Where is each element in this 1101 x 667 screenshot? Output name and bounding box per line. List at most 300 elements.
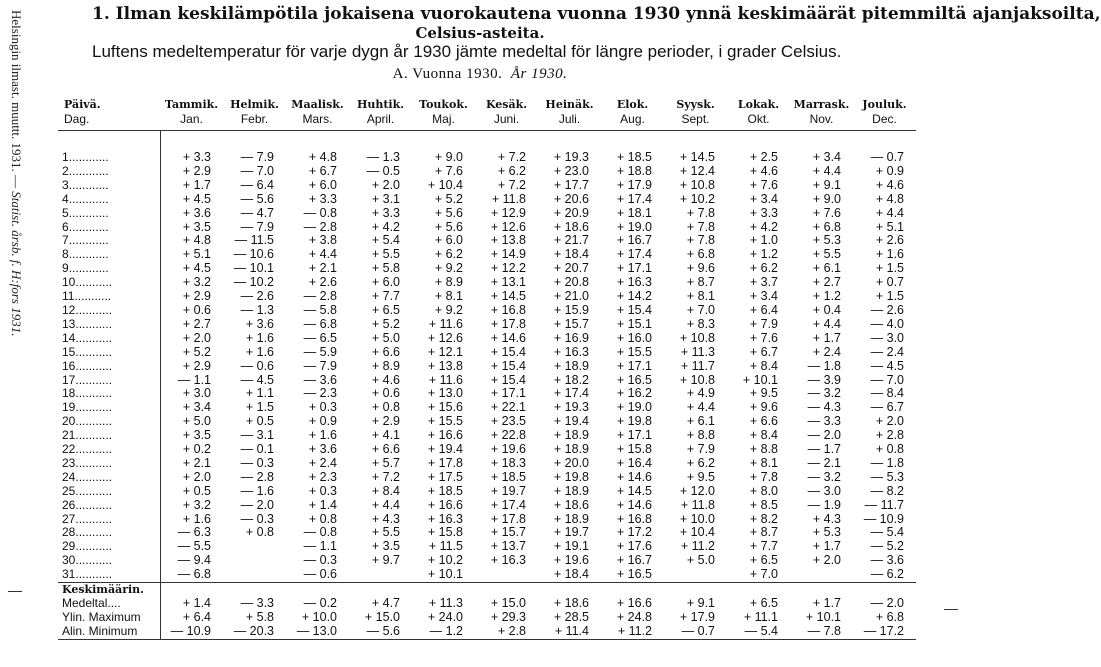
day-value — [790, 513, 853, 527]
day-value-text: — 7.9 — [240, 150, 274, 164]
day-value — [223, 374, 286, 388]
day-value-text: + 5.4 — [371, 233, 400, 248]
day-value-text: + 6.0 — [371, 275, 400, 290]
day-value — [853, 290, 916, 304]
day-value — [664, 457, 727, 471]
day-value-text: + 3.6 — [182, 205, 211, 220]
day-value-text: + 3.3 — [308, 191, 337, 206]
day-label: 3............ — [58, 179, 160, 193]
day-value-text: + 6.1 — [812, 261, 841, 276]
summary-value-text: + 1.7 — [812, 596, 841, 610]
day-value-text: + 4.3 — [371, 511, 400, 526]
day-label-text: 22 — [62, 442, 76, 457]
day-value-text: + 15.4 — [490, 344, 526, 359]
day-value — [223, 457, 286, 471]
header-month-sv: Nov. — [809, 112, 834, 126]
table-row — [58, 499, 916, 513]
day-value-text: + 3.4 — [812, 150, 841, 164]
day-value-text: + 15.5 — [616, 344, 652, 359]
day-value — [223, 179, 286, 193]
table-row — [58, 332, 916, 346]
day-value-text: + 1.1 — [245, 386, 274, 401]
day-value-text: + 3.4 — [749, 289, 778, 304]
day-value-text: + 16.3 — [490, 553, 526, 568]
table-row — [58, 165, 916, 179]
day-value — [790, 374, 853, 388]
day-value — [475, 554, 538, 568]
summary-heading-blank — [538, 583, 601, 597]
day-value — [223, 513, 286, 527]
table-row — [58, 374, 916, 388]
day-value — [475, 415, 538, 429]
day-value — [538, 526, 601, 540]
day-value — [664, 554, 727, 568]
header-month-fi: Heinäk. — [545, 98, 594, 111]
day-value — [223, 276, 286, 290]
summary-value — [475, 611, 538, 625]
day-value-text: + 18.8 — [616, 163, 652, 178]
day-value — [790, 387, 853, 401]
day-value-text: + 18.6 — [553, 497, 589, 512]
day-value — [664, 429, 727, 443]
summary-value-text: + 28.5 — [553, 609, 589, 624]
day-value — [223, 526, 286, 540]
day-value-text: + 3.6 — [308, 442, 337, 457]
day-value — [286, 360, 349, 374]
day-value-text: + 10.4 — [427, 177, 463, 192]
day-value — [412, 248, 475, 262]
day-value-text: + 16.2 — [616, 386, 652, 401]
day-value — [412, 165, 475, 179]
day-value-text: + 15.4 — [490, 372, 526, 387]
header-month — [412, 96, 475, 131]
spacer-cell — [58, 131, 160, 152]
day-value-text: + 21.0 — [553, 289, 589, 304]
header-month — [223, 96, 286, 131]
day-value — [160, 485, 223, 499]
day-value-text: + 17.4 — [553, 386, 589, 401]
summary-heading-blank — [727, 583, 790, 597]
summary-value — [601, 611, 664, 625]
day-value — [790, 165, 853, 179]
day-value — [790, 262, 853, 276]
summary-value — [601, 597, 664, 611]
day-value-text: + 0.8 — [308, 511, 337, 526]
day-value — [349, 499, 412, 513]
summary-value-text: — 20.3 — [233, 623, 274, 638]
day-value-text: — 3.0 — [807, 483, 841, 498]
day-value — [349, 290, 412, 304]
day-value-text: + 8.2 — [749, 511, 778, 526]
day-value-text: + 10.1 — [427, 567, 463, 582]
day-value-text: + 1.7 — [812, 539, 841, 554]
day-label-text: 8 — [62, 247, 69, 262]
day-value-text: + 13.8 — [427, 358, 463, 373]
day-value-text: + 6.5 — [371, 302, 400, 317]
day-value — [853, 540, 916, 554]
day-value-text: + 6.0 — [308, 177, 337, 192]
day-value-text: + 12.1 — [427, 344, 463, 359]
summary-value — [412, 611, 475, 625]
day-value — [664, 207, 727, 221]
day-value — [664, 360, 727, 374]
day-value — [160, 234, 223, 248]
day-value-text: + 20.6 — [553, 191, 589, 206]
day-value — [223, 207, 286, 221]
day-value — [853, 248, 916, 262]
day-value-text: + 4.5 — [182, 191, 211, 206]
summary-value — [286, 597, 349, 611]
day-value — [601, 429, 664, 443]
day-value-text: + 19.3 — [553, 400, 589, 415]
day-value-text: + 4.2 — [749, 219, 778, 234]
summary-heading-row — [58, 583, 916, 597]
day-value — [601, 443, 664, 457]
day-value-text: — 5.3 — [870, 469, 904, 484]
spacer-cell — [790, 131, 853, 152]
day-value — [412, 318, 475, 332]
day-value — [601, 234, 664, 248]
summary-label-text: Alin. Minimum — [62, 623, 138, 638]
header-month-fi: Lokak. — [737, 98, 780, 111]
day-value — [853, 415, 916, 429]
day-value — [853, 360, 916, 374]
day-value — [223, 429, 286, 443]
day-value — [664, 221, 727, 235]
day-value — [223, 151, 286, 165]
day-value-text: + 18.9 — [553, 511, 589, 526]
day-value-text: + 3.5 — [182, 428, 211, 443]
day-value-text: — 10.9 — [863, 511, 904, 526]
summary-value — [853, 611, 916, 625]
summary-label: Medeltal.... — [58, 597, 160, 611]
day-value — [538, 207, 601, 221]
day-value — [664, 332, 727, 346]
table-row — [58, 540, 916, 554]
day-value — [160, 401, 223, 415]
day-value-text: — 10.2 — [233, 275, 274, 290]
day-value — [160, 568, 223, 582]
day-value-text: + 16.6 — [427, 497, 463, 512]
summary-heading-blank — [664, 583, 727, 597]
day-value — [727, 526, 790, 540]
side-note-prefix: Helsingin ilmast. muuttt. 1931. — — [9, 10, 24, 192]
summary-value — [223, 597, 286, 611]
summary-value — [727, 625, 790, 639]
day-value-text: + 9.1 — [812, 177, 841, 192]
day-value-text: — 0.3 — [240, 455, 274, 470]
day-value-text: + 1.2 — [749, 247, 778, 262]
day-value-text: + 19.1 — [553, 539, 589, 554]
summary-value-text: — 7.8 — [807, 623, 841, 638]
day-value-text: + 5.1 — [182, 247, 211, 262]
day-value — [538, 346, 601, 360]
day-value — [790, 346, 853, 360]
day-value-text: — 3.2 — [807, 386, 841, 401]
day-value — [286, 318, 349, 332]
day-value — [664, 415, 727, 429]
day-value — [349, 179, 412, 193]
summary-heading-blank — [601, 583, 664, 597]
day-value-text: + 21.7 — [553, 233, 589, 248]
summary-value — [538, 597, 601, 611]
day-value — [538, 499, 601, 513]
day-value — [286, 332, 349, 346]
day-value — [664, 513, 727, 527]
day-value — [664, 401, 727, 415]
day-value — [349, 429, 412, 443]
day-value — [538, 193, 601, 207]
day-value — [790, 221, 853, 235]
day-value — [223, 221, 286, 235]
day-value — [790, 457, 853, 471]
day-value — [664, 151, 727, 165]
day-label: 15........... — [58, 346, 160, 360]
day-value-text: + 4.4 — [875, 205, 904, 220]
day-value-text: + 8.8 — [749, 442, 778, 457]
table-row — [58, 290, 916, 304]
day-value-text: + 6.5 — [749, 553, 778, 568]
day-value — [412, 179, 475, 193]
summary-value-text: + 6.8 — [875, 609, 904, 624]
day-value-text: + 10.8 — [679, 330, 715, 345]
day-value — [160, 526, 223, 540]
day-value — [664, 443, 727, 457]
header-month-fi: Jouluk. — [862, 98, 907, 111]
day-value-text: + 1.4 — [308, 497, 337, 512]
summary-value — [286, 625, 349, 639]
summary-value-text: + 10.1 — [805, 609, 841, 624]
summary-value — [349, 597, 412, 611]
day-value-text: + 16.3 — [553, 344, 589, 359]
day-value-text: + 18.3 — [490, 455, 526, 470]
day-value — [160, 415, 223, 429]
day-value-text: + 8.1 — [749, 455, 778, 470]
day-value — [727, 151, 790, 165]
day-value — [286, 429, 349, 443]
day-value — [790, 248, 853, 262]
summary-value-text: + 6.4 — [182, 609, 211, 624]
day-value-text: + 18.5 — [616, 150, 652, 164]
day-value-text: — 3.6 — [303, 372, 337, 387]
day-label-text: 25 — [62, 483, 76, 498]
day-value — [223, 568, 286, 582]
table-row — [58, 318, 916, 332]
day-value-text: + 17.5 — [427, 469, 463, 484]
header-month-fi: Tammik. — [164, 98, 219, 111]
spacer-cell — [349, 131, 412, 152]
day-value-text: + 19.4 — [427, 442, 463, 457]
summary-value-text: + 24.8 — [616, 609, 652, 624]
day-value-text: + 6.7 — [308, 163, 337, 178]
day-value — [853, 234, 916, 248]
day-value — [727, 332, 790, 346]
day-value-text: + 10.4 — [679, 525, 715, 540]
summary-label — [58, 625, 160, 639]
day-value — [853, 499, 916, 513]
day-value-text: + 5.7 — [371, 455, 400, 470]
table-row — [58, 526, 916, 540]
day-value-text: + 15.4 — [616, 302, 652, 317]
day-label-text: 27 — [62, 511, 76, 526]
day-value-text: + 4.6 — [371, 372, 400, 387]
summary-label-text: Medeltal — [62, 596, 108, 610]
day-value-text: — 11.7 — [864, 497, 904, 512]
day-value — [727, 401, 790, 415]
day-value — [727, 165, 790, 179]
day-value — [790, 318, 853, 332]
day-value-text: + 2.7 — [812, 275, 841, 290]
day-value — [790, 332, 853, 346]
day-value-text: + 3.5 — [371, 539, 400, 554]
day-value — [538, 234, 601, 248]
day-label: 31........... — [58, 568, 160, 582]
day-value — [601, 332, 664, 346]
day-value — [160, 290, 223, 304]
day-value — [412, 207, 475, 221]
summary-value-text: — 5.4 — [744, 623, 778, 638]
day-value — [160, 443, 223, 457]
day-value — [412, 374, 475, 388]
header-day — [58, 96, 160, 131]
day-label: 4............ — [58, 193, 160, 207]
table-row — [58, 207, 916, 221]
day-value — [727, 360, 790, 374]
day-value-text: — 0.6 — [240, 358, 274, 373]
day-value — [790, 207, 853, 221]
day-value — [475, 485, 538, 499]
day-value-text: + 3.0 — [182, 386, 211, 401]
day-value-text: + 4.8 — [182, 233, 211, 248]
day-value — [349, 471, 412, 485]
day-value — [727, 221, 790, 235]
day-value-text: + 3.4 — [749, 191, 778, 206]
title-finnish: 1. Ilman keskilämpötila jokaisena vuorokautena vuonna 1930 ynnä keskimäärät pitemmiltä ajanjaksoilta, — [92, 4, 1101, 24]
day-value-text: + 17.2 — [616, 525, 652, 540]
header-month-sv: Dec. — [872, 112, 897, 126]
day-value — [286, 207, 349, 221]
day-value — [349, 346, 412, 360]
table-row — [58, 471, 916, 485]
day-value-text: — 7.0 — [870, 372, 904, 387]
day-value — [286, 221, 349, 235]
day-value-text: + 16.5 — [616, 567, 652, 582]
temperature-table — [58, 96, 916, 640]
day-value — [286, 471, 349, 485]
day-label: 12........... — [58, 304, 160, 318]
day-value — [790, 401, 853, 415]
day-value-text: + 4.4 — [308, 247, 337, 262]
day-value — [223, 234, 286, 248]
day-value-text: + 12.9 — [490, 205, 526, 220]
day-value — [475, 540, 538, 554]
day-value-text: + 1.7 — [812, 330, 841, 345]
day-value-text: — 4.3 — [807, 400, 841, 415]
page-mark-left: — — [8, 582, 22, 598]
day-value — [475, 304, 538, 318]
summary-value-text: — 0.2 — [303, 596, 337, 610]
day-label: 17........... — [58, 374, 160, 388]
day-value-text: — 7.9 — [303, 358, 337, 373]
day-value — [790, 471, 853, 485]
day-value — [601, 540, 664, 554]
day-value — [412, 234, 475, 248]
day-value — [412, 513, 475, 527]
day-value-text: + 6.0 — [434, 233, 463, 248]
day-value-text: — 2.8 — [303, 219, 337, 234]
summary-value-text: + 11.1 — [743, 609, 778, 624]
day-value — [727, 415, 790, 429]
day-value-text: + 16.7 — [616, 553, 652, 568]
day-value-text: — 1.1 — [303, 539, 337, 554]
day-value — [223, 540, 286, 554]
day-value-text: — 2.6 — [240, 289, 274, 304]
day-value-text: + 5.5 — [371, 247, 400, 262]
day-value-text: — 5.4 — [870, 525, 904, 540]
day-value — [349, 234, 412, 248]
day-value — [349, 415, 412, 429]
day-label-text: 31 — [62, 567, 76, 582]
day-value-text: + 20.9 — [553, 205, 589, 220]
day-value-text: + 6.8 — [812, 219, 841, 234]
day-label-text: 13 — [62, 316, 76, 331]
header-month — [538, 96, 601, 131]
header-month-fi: Huhtik. — [356, 98, 405, 111]
day-value — [412, 568, 475, 582]
day-value-text: + 19.8 — [616, 414, 652, 429]
header-month-fi: Syysk. — [676, 98, 715, 111]
day-label-text: 11 — [62, 289, 75, 304]
header-month-sv: Aug. — [620, 112, 645, 126]
day-value-text: + 0.6 — [182, 302, 211, 317]
day-value-text: + 6.2 — [497, 163, 526, 178]
day-value-text: + 11.8 — [491, 191, 526, 206]
day-value — [349, 332, 412, 346]
day-value — [538, 568, 601, 582]
day-value-text: + 2.7 — [182, 316, 211, 331]
day-label-text: 24 — [62, 469, 76, 484]
day-value — [727, 513, 790, 527]
day-value-text: + 5.6 — [434, 219, 463, 234]
day-value — [349, 387, 412, 401]
day-value — [727, 193, 790, 207]
day-value — [349, 207, 412, 221]
day-value — [853, 429, 916, 443]
header-month — [853, 96, 916, 131]
day-value — [853, 318, 916, 332]
day-value — [286, 374, 349, 388]
day-label: 20........... — [58, 415, 160, 429]
day-value-text: — 1.8 — [807, 358, 841, 373]
summary-heading-blank — [286, 583, 349, 597]
day-value-text: — 7.0 — [240, 163, 274, 178]
day-value-text: + 4.4 — [812, 163, 841, 178]
day-value — [538, 554, 601, 568]
subtitle — [0, 66, 960, 83]
day-value — [790, 568, 853, 582]
day-value-text: + 18.9 — [553, 428, 589, 443]
day-label: 2............ — [58, 165, 160, 179]
header-month-fi: Elok. — [616, 98, 649, 111]
day-value-text: + 5.6 — [434, 205, 463, 220]
day-value — [286, 179, 349, 193]
day-value-text: + 3.3 — [182, 150, 211, 164]
day-value-text: + 16.8 — [490, 302, 526, 317]
day-value — [727, 457, 790, 471]
day-value — [412, 304, 475, 318]
day-value-text: + 0.7 — [875, 275, 904, 290]
day-value — [664, 234, 727, 248]
